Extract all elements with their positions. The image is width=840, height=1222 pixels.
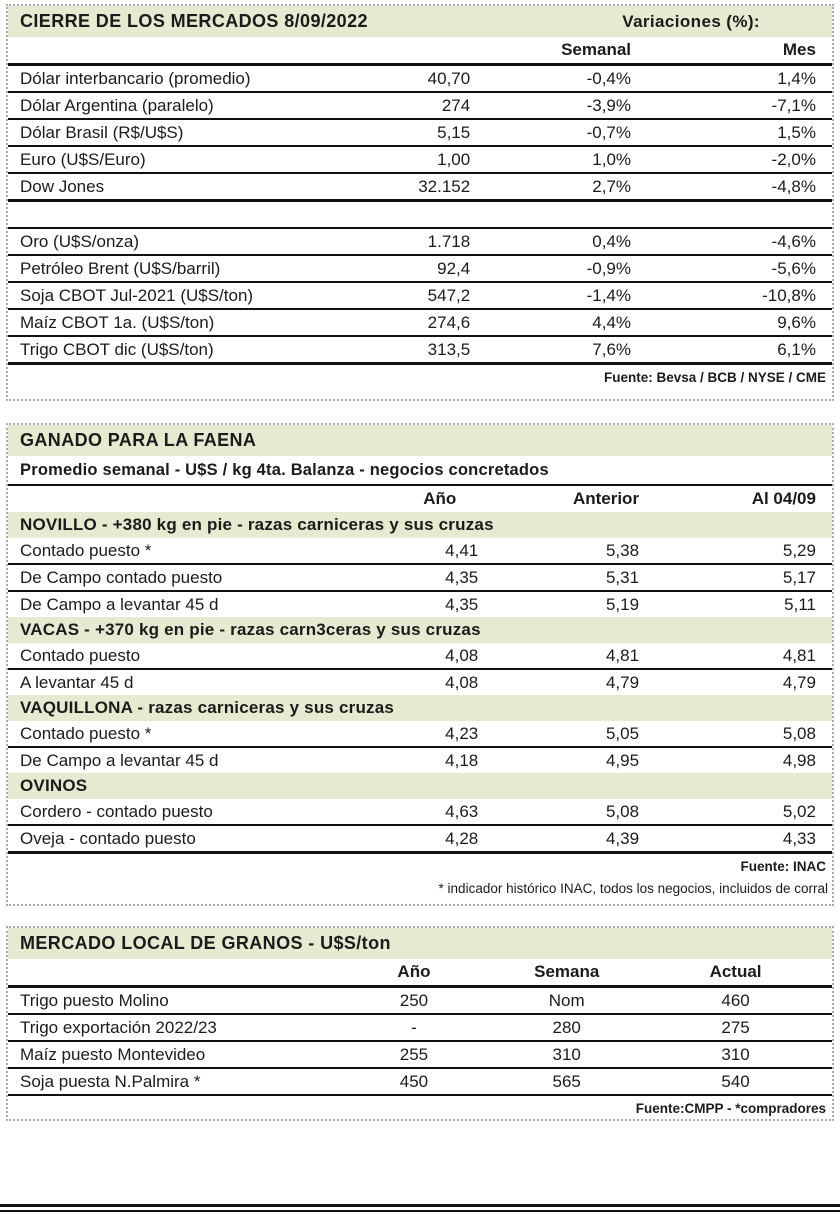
row-ano: 4,41 (445, 541, 479, 560)
t3-title: MERCADO LOCAL DE GRANOS - U$S/ton (20, 933, 391, 953)
row-mes: 1,4% (777, 69, 816, 88)
row-semanal: -1,4% (586, 286, 632, 305)
row-label: Euro (U$S/Euro) (20, 150, 146, 169)
table-row (8, 565, 832, 592)
bottom-double-rule (0, 1204, 840, 1212)
table-row (8, 670, 832, 695)
row-label: Contado puesto (20, 646, 141, 665)
row-semana: 565 (552, 1072, 581, 1091)
row-value: 274 (441, 96, 471, 115)
row-semanal: 7,6% (592, 340, 632, 359)
t3-header-semana: Semana (534, 962, 600, 981)
row-label: Trigo CBOT dic (U$S/ton) (20, 340, 214, 359)
row-semana: Nom (548, 991, 585, 1010)
row-ano: 4,23 (445, 724, 479, 743)
t1-title-band (8, 6, 832, 37)
row-ano: - (411, 1018, 417, 1037)
row-mes: 6,1% (777, 340, 816, 359)
row-actual: 540 (721, 1072, 750, 1091)
row-value: 1,00 (437, 150, 471, 169)
row-anterior: 4,39 (605, 829, 640, 848)
row-label: Petróleo Brent (U$S/barril) (20, 259, 221, 278)
row-label: Maíz puesto Montevideo (20, 1045, 206, 1064)
bottom-rule-thin (0, 1210, 840, 1212)
t1-header-semanal: Semanal (561, 40, 632, 59)
t1-source-line: Fuente: Bevsa / BCB / NYSE / CME (603, 370, 826, 385)
row-label: De Campo a levantar 45 d (20, 595, 219, 614)
row-label: Contado puesto * (20, 724, 152, 743)
table-row (8, 988, 832, 1015)
bottom-rule-thick (0, 1204, 840, 1207)
row-mes: -2,0% (771, 150, 816, 169)
row-value: 547,2 (427, 286, 471, 305)
row-label: Dow Jones (20, 177, 105, 196)
table-row (8, 308, 832, 335)
t1-header-mes: Mes (782, 40, 816, 59)
mercado-granos-table (6, 926, 834, 1121)
row-actual: 460 (721, 991, 750, 1010)
table-row (8, 1069, 832, 1096)
row-semanal: 4,4% (592, 313, 632, 332)
t3-source-line: Fuente:CMPP - *compradores (635, 1101, 826, 1116)
row-value: 1.718 (427, 232, 471, 251)
t2-section-vacas: VACAS - +370 kg en pie - razas carn3ceras y sus cruzas (8, 617, 832, 643)
row-value: 5,15 (437, 123, 471, 142)
row-anterior: 5,19 (605, 595, 640, 614)
t2-title: GANADO PARA LA FAENA (20, 430, 257, 450)
row-ano: 4,35 (445, 568, 479, 587)
row-ano: 255 (399, 1045, 429, 1064)
row-mes: 9,6% (777, 313, 816, 332)
row-actual: 5,02 (782, 802, 816, 821)
table-row (8, 826, 832, 854)
row-mes: -10,8% (762, 286, 816, 305)
table-row (8, 93, 832, 120)
row-semana: 280 (552, 1018, 581, 1037)
table-row (8, 748, 832, 773)
row-label: Maíz CBOT 1a. (U$S/ton) (20, 313, 215, 332)
row-label: De Campo a levantar 45 d (20, 751, 219, 770)
table-row (8, 147, 832, 174)
row-anterior: 5,05 (605, 724, 640, 743)
row-semanal: -0,7% (586, 123, 632, 142)
t1-title: CIERRE DE LOS MERCADOS 8/09/2022 (20, 11, 368, 31)
row-semana: 310 (552, 1045, 581, 1064)
row-ano: 4,18 (445, 751, 479, 770)
row-ano: 4,35 (445, 595, 479, 614)
row-label: Oveja - contado puesto (20, 829, 196, 848)
ganado-faena-table (6, 423, 834, 906)
t2-header-anterior: Anterior (572, 489, 640, 508)
row-mes: -4,6% (771, 232, 816, 251)
row-actual: 4,81 (782, 646, 816, 665)
row-actual: 4,33 (782, 829, 816, 848)
row-actual: 5,11 (784, 595, 816, 614)
row-actual: 5,08 (782, 724, 816, 743)
row-semanal: -0,4% (586, 69, 632, 88)
t2-section-novillo: NOVILLO - +380 kg en pie - razas carniceras y sus cruzas (8, 512, 832, 538)
spacer-row (8, 202, 832, 227)
row-actual: 275 (721, 1018, 750, 1037)
row-label: Dólar interbancario (promedio) (20, 69, 251, 88)
table-row (8, 799, 832, 826)
row-ano: 4,08 (445, 646, 479, 665)
row-actual: 4,98 (782, 751, 816, 770)
row-anterior: 4,79 (605, 673, 640, 692)
row-anterior: 4,95 (605, 751, 640, 770)
t2-footnote: * indicador histórico INAC, todos los negocios, incluidos de corral (438, 881, 828, 896)
row-label: De Campo contado puesto (20, 568, 223, 587)
row-semanal: 1,0% (592, 150, 632, 169)
row-anterior: 5,08 (605, 802, 640, 821)
row-value: 40,70 (427, 69, 471, 88)
row-label: A levantar 45 d (20, 673, 134, 692)
row-label: Cordero - contado puesto (20, 802, 213, 821)
row-label: Trigo puesto Molino (20, 991, 169, 1010)
row-anterior: 5,38 (605, 541, 640, 560)
row-semanal: 2,7% (592, 177, 632, 196)
row-actual: 4,79 (782, 673, 816, 692)
t1-column-headers (8, 37, 832, 66)
table-row (8, 281, 832, 308)
row-mes: -5,6% (771, 259, 816, 278)
t2-section-vaquillona: VAQUILLONA - razas carniceras y sus cruzas (8, 695, 832, 721)
t1-variaciones-label: Variaciones (%): (622, 11, 760, 31)
row-anterior: 4,81 (605, 646, 640, 665)
row-ano: 4,08 (445, 673, 479, 692)
t2-header-fecha: Al 04/09 (751, 489, 816, 508)
row-ano: 4,28 (445, 829, 479, 848)
row-label: Contado puesto * (20, 541, 152, 560)
table-row (8, 120, 832, 147)
cierre-mercados-table (6, 4, 834, 401)
row-ano: 4,63 (445, 802, 479, 821)
table-row (8, 1042, 832, 1069)
table-row (8, 592, 832, 617)
table-row (8, 721, 832, 748)
row-semanal: -0,9% (586, 259, 632, 278)
row-label: Soja puesta N.Palmira * (20, 1072, 201, 1091)
t2-subtitle: Promedio semanal - U$S / kg 4ta. Balanza - negocios concretados (8, 456, 832, 486)
t3-header-actual: Actual (709, 962, 762, 981)
table-row (8, 335, 832, 365)
table-row (8, 538, 832, 565)
row-ano: 450 (399, 1072, 429, 1091)
row-mes: 1,5% (777, 123, 816, 142)
t2-header-ano: Año (423, 489, 457, 508)
t2-source-line: Fuente: INAC (740, 859, 826, 874)
row-label: Trigo exportación 2022/23 (20, 1018, 217, 1037)
table-row (8, 643, 832, 670)
t2-section-ovinos: OVINOS (8, 773, 832, 799)
table-row (8, 1015, 832, 1042)
t3-column-headers (8, 959, 832, 988)
table-row (8, 254, 832, 281)
row-label: Soja CBOT Jul-2021 (U$S/ton) (20, 286, 254, 305)
table-row (8, 227, 832, 254)
row-mes: -4,8% (771, 177, 816, 196)
row-semanal: -3,9% (586, 96, 632, 115)
table-row (8, 174, 832, 202)
row-actual: 310 (721, 1045, 750, 1064)
row-value: 92,4 (437, 259, 471, 278)
row-value: 274,6 (427, 313, 471, 332)
t2-title-band (8, 425, 832, 456)
t3-title-band (8, 928, 832, 959)
row-label: Oro (U$S/onza) (20, 232, 140, 251)
row-actual: 5,17 (782, 568, 816, 587)
t3-header-ano: Año (397, 962, 431, 981)
row-label: Dólar Brasil (R$/U$S) (20, 123, 184, 142)
row-mes: -7,1% (771, 96, 816, 115)
row-label: Dólar Argentina (paralelo) (20, 96, 214, 115)
row-anterior: 5,31 (605, 568, 640, 587)
row-semanal: 0,4% (592, 232, 632, 251)
row-actual: 5,29 (782, 541, 816, 560)
row-ano: 250 (399, 991, 429, 1010)
row-value: 32.152 (418, 177, 471, 196)
t2-column-headers (8, 486, 832, 512)
row-value: 313,5 (427, 340, 471, 359)
table-row (8, 66, 832, 93)
